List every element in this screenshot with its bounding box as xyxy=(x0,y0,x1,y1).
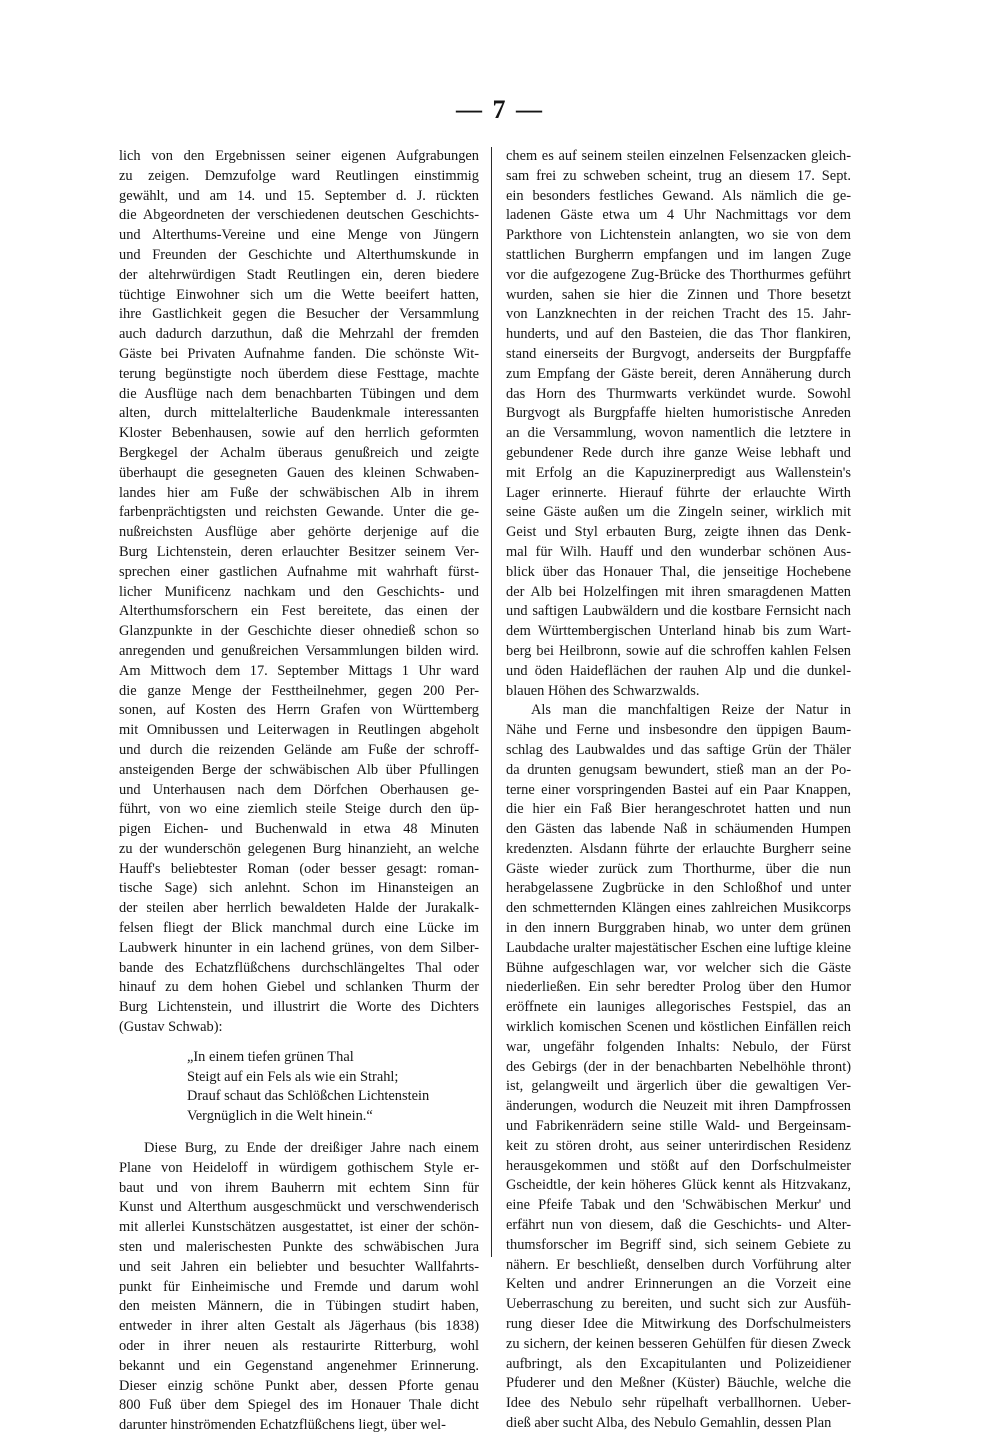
text-line: ist, gelangweilt und ärgerlich über die gewaltigen Ver- xyxy=(506,1078,851,1095)
text-line: Gäste bei Privaten Aufnahme fanden. Die schönste Wit- xyxy=(119,345,479,362)
left-column xyxy=(119,147,479,1436)
text-line: des Gebirgs (der in der benachbarten Nebelhöhle thront) xyxy=(506,1058,851,1075)
text-line: darunter hinströmenden Echatzflüßchens liegt, über wel- xyxy=(119,1417,446,1434)
right-paragraph-1 xyxy=(506,147,851,701)
text-line: war, ungefähr folgenden Inhalts: Nebulo, der Fürst xyxy=(506,1038,851,1055)
poem-line: „In einem tiefen grünen Thal xyxy=(187,1048,354,1065)
text-line: Lager erinnerte. Hierauf führte der erlauchte Wirth xyxy=(506,484,851,501)
text-line: das Horn des Thurmwarts verkündet wurde. Sowohl xyxy=(506,385,851,402)
text-line: zu zeigen. Demzufolge ward Reutlingen einstimmig xyxy=(119,167,479,184)
text-line: der Alb bei Holzelfingen mit ihren smaragdenen Matten xyxy=(506,583,851,600)
text-line: dem Württembergischen Unterland hinab bis zum Wart- xyxy=(506,623,851,640)
text-line: eine Pfeife Tabak und den 'Schwäbischen Merkur' und xyxy=(506,1197,851,1214)
text-line: chem es auf seinem steilen einzelnen Felsenzacken gleich- xyxy=(506,148,851,164)
text-line: tische Sage) sich anlehnt. Schon im Hinansteigen an xyxy=(119,880,479,897)
left-paragraph-2 xyxy=(119,1139,479,1436)
text-line: Gäste wieder zurück zum Thorthurme, über die nun xyxy=(506,860,851,877)
text-line: die ganze Menge der Festtheilnehmer, gegen 200 Per- xyxy=(119,682,479,699)
text-line: Plane von Heideloff in würdigem gothischem Style er- xyxy=(119,1159,479,1176)
text-line: berg bei Heilbronn, sowie auf die schroffen kahlen Felsen xyxy=(506,642,851,659)
text-line: hinauf zu dem hohen Giebel und schlanken Thurm der xyxy=(119,979,479,996)
text-line: (Gustav Schwab): xyxy=(119,1019,223,1036)
text-line: zu sichern, der keinen besseren Gehülfen für diesen Zweck xyxy=(506,1335,851,1352)
text-line: und Alterthums-Vereine und eine Menge von Jüngern xyxy=(119,227,479,244)
text-line: blick über das Honauer Thal, die jenseitige Hochebene xyxy=(506,563,851,580)
text-line: felsen fliegt der Blick manchmal durch eine Lücke im xyxy=(119,920,479,937)
text-line: mal für Wilh. Hauff und den wunderbar schönen Aus- xyxy=(506,543,851,560)
text-line: stattlichen Burgherrn empfangen und im langen Zuge xyxy=(506,246,851,263)
text-line: Bühne aufgeschlagen war, vor welcher sich die Gäste xyxy=(506,959,851,976)
text-line: erfährt nun von diesem, daß die Geschichts- und Alter- xyxy=(506,1217,851,1234)
text-line: herausgekommen und stößt auf den Dorfschulmeister xyxy=(506,1157,851,1174)
text-line: den Gästen das labende Naß in schäumenden Humpen xyxy=(506,821,851,838)
right-paragraph-2 xyxy=(506,701,851,1433)
text-line: blauen Höhen des Schwarzwalds. xyxy=(506,682,700,699)
text-line: Glanzpunkte in der Geschichte dieser ohnedieß schon so xyxy=(119,623,479,640)
text-line: der steilen aber herrlich bewaldeten Halde der Jurakalk- xyxy=(119,900,479,917)
text-line: sam frei zu schweben scheint, trug an diesem 17. Sept. xyxy=(506,167,851,184)
text-line: farbenprächtigsten und reichsten Gewande. Unter die ge- xyxy=(119,504,479,521)
text-line: terne einer vorspringenden Bastei auf ein Paar Knappen, xyxy=(506,781,851,798)
text-line: Am Mittwoch dem 17. September Mittags 1 Uhr ward xyxy=(119,662,479,679)
text-line: pigen Eichen- und Buchenwald in etwa 48 Minuten xyxy=(119,821,479,838)
text-line: und öden Haideflächen der rauhen Alp und die dunkel- xyxy=(506,662,851,679)
text-line: mit allerlei Kunstschätzen ausgestattet, ist einer der schön- xyxy=(119,1219,479,1236)
text-line: sten und malerischesten Punkte des schwäbischen Jura xyxy=(119,1239,479,1256)
text-line: aufbringt, als den Excapitulanten und Polizeidiener xyxy=(506,1355,851,1372)
text-line: bande des Echatzflüßchens durchschlängeltes Thal oder xyxy=(119,959,479,976)
text-line: Dieser einzig schöne Punkt aber, dessen Pforte genau xyxy=(119,1377,479,1394)
text-line: nähern. Er beschließt, denselben durch Vorführung alter xyxy=(506,1256,851,1273)
text-line: Idee des Nebulo sehr rüpelhaft verballhornen. Ueber- xyxy=(506,1395,851,1412)
column-divider xyxy=(491,147,492,1257)
text-line: mit Omnibussen und Leiterwagen in Reutlingen abgeholt xyxy=(119,722,479,739)
text-line: ansteigenden Berge der schwäbischen Alb über Pfullingen xyxy=(119,761,479,778)
text-line: Burg Lichtenstein, deren erlauchter Besitzer seinem Ver- xyxy=(119,543,479,560)
text-line: und saftigen Laubwäldern und die kostbare Fernsicht nach xyxy=(506,603,851,620)
page-number: — 7 — xyxy=(456,95,544,124)
text-line: die hier ein Faß Bier herangeschrotet hatten und nun xyxy=(506,801,851,818)
text-line: und Freunden der Geschichte und Alterthumskunde in xyxy=(119,246,479,263)
text-line: sprechen einer gastlichen Aufnahme mit wahrhaft fürst- xyxy=(119,563,479,580)
text-line: in den innern Burggraben hinab, wo unter dem grünen xyxy=(506,920,851,937)
text-line: wirklich komischen Scenen und köstlichen Einfällen reich xyxy=(506,1019,851,1036)
text-line: gewählt, und am 14. und 15. September d. J. rückten xyxy=(119,187,479,204)
text-line: hunderts, und auf den Basteien, die das Thor flankiren, xyxy=(506,326,851,343)
text-line: änderungen, wodurch die Neuzeit mit ihren Dampfrossen xyxy=(506,1098,851,1115)
text-line: landes hier am Fuße der schwäbischen Alb in ihrem xyxy=(119,484,479,501)
text-line: anregenden und genußreichen Versammlungen bilden wird. xyxy=(119,642,479,659)
text-line: mit Erfolg an die Kapuzinerpredigt aus Wallenstein's xyxy=(506,464,851,481)
poem-line: Vergnüglich in die Welt hinein.“ xyxy=(187,1108,373,1125)
text-line: licher Munificenz nachkam und den Geschichts- und xyxy=(119,583,479,600)
text-line: nußreichsten Ausflüge aber gehörte derjenige auf die xyxy=(119,524,479,541)
text-line: da drunten genugsam bewundert, stieß man an der Po- xyxy=(506,761,851,778)
text-line: ein besonders festliches Gewand. Als nämlich die ge- xyxy=(506,187,851,204)
text-line: rung dieser Idee die Mitwirkung des Dorfschulmeisters xyxy=(506,1316,851,1333)
text-line: sonen, auf Kosten des Herrn Grafen von Württemberg xyxy=(119,702,479,719)
text-line: die Ausflüge nach dem benachbarten Tübingen und dem xyxy=(119,385,479,402)
text-line: auch dadurch darzuthun, daß die Mehrzahl der fremden xyxy=(119,326,479,343)
text-line: lich von den Ergebnissen seiner eigenen Aufgrabungen xyxy=(119,148,479,164)
text-line: zu der wunderschön gelegenen Burg hinanzieht, an welche xyxy=(119,840,479,857)
text-line: vor die aufgezogene Zug-Brücke des Thorthurmes geführt xyxy=(506,266,851,283)
left-paragraph-1 xyxy=(119,147,479,1038)
text-line: die Abgeordneten der verschiedenen deutschen Geschichts- xyxy=(119,207,479,224)
text-line: entweder in ihrer alten Gestalt als Jägerhaus (bis 1838) xyxy=(119,1318,479,1335)
text-line: Ueberraschung zu bereiten, und sucht sich zur Ausfüh- xyxy=(506,1296,851,1313)
poem-line: Steigt auf ein Fels als wie ein Strahl; xyxy=(187,1068,399,1085)
text-line: zum Empfang der Gäste bereit, deren Annäherung durch xyxy=(506,365,851,382)
text-line: Kloster Bebenhausen, sowie auf den herrlich geformten xyxy=(119,425,479,442)
text-line: den meisten Männern, die in Tübingen studirt haben, xyxy=(119,1298,479,1315)
text-line: baut und von ihrem Bauherrn mit echtem Sinn für xyxy=(119,1179,479,1196)
text-line: dieß aber sucht Alba, des Nebulo Gemahlin, dessen Plan xyxy=(506,1415,832,1431)
poem-line: Drauf schaut das Schlößchen Lichtenstein xyxy=(187,1088,430,1105)
text-line: eröffnete ein launiges allegorisches Festspiel, das an xyxy=(506,999,851,1016)
text-line: ladenen Gäste etwa um 4 Uhr Nachmittags vor dem xyxy=(506,207,851,224)
text-line: führt, von wo eine ziemlich steile Steige durch den üp- xyxy=(119,801,479,818)
text-line: Laubwerk hinunter in ein lachend grünes, von dem Silber- xyxy=(119,939,479,956)
text-line: überhaupt die gesegneten Gauen des kleinen Schwaben- xyxy=(119,464,479,481)
text-line: schlag des Laubwaldes und das saftige Grün der Thäler xyxy=(506,741,851,758)
text-line: von Lanzknechten in der reichen Tracht des 15. Jahr- xyxy=(506,306,851,323)
text-line: Geist und Styl erbauten Burg, zeigte ihnen das Denk- xyxy=(506,524,851,541)
text-line: oder in ihrer neuen als restaurirte Ritterburg, wohl xyxy=(119,1338,479,1355)
text-line: Laubdache uralter majestätischer Eschen eine luftige kleine xyxy=(506,939,851,956)
text-line: punkt für Einheimische und Fremde und darum wohl xyxy=(119,1278,479,1295)
text-line: und Fabrikenrädern seine stille Wald- und Bergeinsam- xyxy=(506,1118,851,1135)
text-line: den schmetternden Klängen eines zahlreichen Musikcorps xyxy=(506,900,851,917)
text-line: tüchtige Einwohner sich um die Wette beeifert hatten, xyxy=(119,286,479,303)
text-line: Nähe und Ferne und insbesondre den üppigen Baum- xyxy=(506,722,851,739)
text-line: seine Gäste außen um die Zingeln seiner, wirklich mit xyxy=(506,504,851,521)
text-line: niederließen. Ein sehr beredter Prolog über den Humor xyxy=(506,979,851,996)
text-line: Gscheidtle, der kein höheres Glück kennt als Hitzvakanz, xyxy=(506,1177,851,1194)
text-line: Als man die manchfaltigen Reize der Natur in xyxy=(531,702,851,719)
text-line: Bergkegel der Achalm überaus genußreich und zeigte xyxy=(119,444,479,461)
text-line: und durch die reizenden Gelände am Fuße der schroff- xyxy=(119,741,479,758)
text-line: keit zu stören droht, aus seiner unterirdischen Residenz xyxy=(506,1137,851,1154)
text-line: Burgvogt als Burgpfaffe hielten humoristische Anreden xyxy=(506,405,851,422)
poem-quote xyxy=(119,1048,479,1127)
text-line: Parkthore von Lichtenstein anlangten, wo sie von dem xyxy=(506,227,851,244)
text-line: thumsforscher im Begriff sind, sich seinem Gebiete zu xyxy=(506,1236,851,1253)
text-line: und seit Jahren ein beliebter und besuchter Wallfahrts- xyxy=(119,1258,479,1275)
text-line: und Unterhausen nach dem Dörfchen Oberhausen ge- xyxy=(119,781,479,798)
text-line: Diese Burg, zu Ende der dreißiger Jahre nach einem xyxy=(144,1140,479,1157)
text-line: 800 Fuß über dem Spiegel des im Honauer Thale dicht xyxy=(119,1397,479,1414)
text-line: Kunst und Alterthum ausgeschmückt und verschwenderisch xyxy=(119,1199,479,1216)
text-line: stand einerseits der Burgvogt, anderseits der Burgpfaffe xyxy=(506,345,851,362)
text-line: an die Versammlung, wovon namentlich die letztere in xyxy=(506,425,851,442)
text-line: kredenzten. Alsdann führte der erlauchte Burgherr seine xyxy=(506,840,851,857)
text-line: der altehrwürdigen Stadt Reutlingen ein, deren biedere xyxy=(119,266,479,283)
text-line: Alterthumsforschern ein Fest bereitete, das einen der xyxy=(119,603,479,620)
text-line: gebundener Rede durch ihre ganze Weise lebhaft und xyxy=(506,444,851,461)
text-line: ihre Gastlichkeit gegen die Besucher der Versammlung xyxy=(119,306,479,323)
text-line: Hauff's beliebtester Roman (oder besser gesagt: roman- xyxy=(119,860,479,877)
text-line: Kelten und andrer Erinnerungen an die Vorzeit eine xyxy=(506,1276,851,1293)
text-line: terung begünstigte noch überdem diese Festtage, machte xyxy=(119,365,479,382)
text-line: Burg Lichtenstein, und illustrirt die Worte des Dichters xyxy=(119,999,479,1016)
text-line: alten, durch mittelalterliche Baudenkmale interessanten xyxy=(119,405,479,422)
text-line: Pfuderer und den Meßner (Küster) Bäuchle, welche die xyxy=(506,1375,851,1392)
text-line: wurden, sahen sie hier die Zinnen und Thore besetzt xyxy=(506,286,851,303)
right-column xyxy=(506,147,851,1434)
text-line: herabgelassene Zugbrücke in den Schloßhof und unter xyxy=(506,880,851,897)
text-line: bekannt und ein Gegenstand angenehmer Erinnerung. xyxy=(119,1357,479,1374)
